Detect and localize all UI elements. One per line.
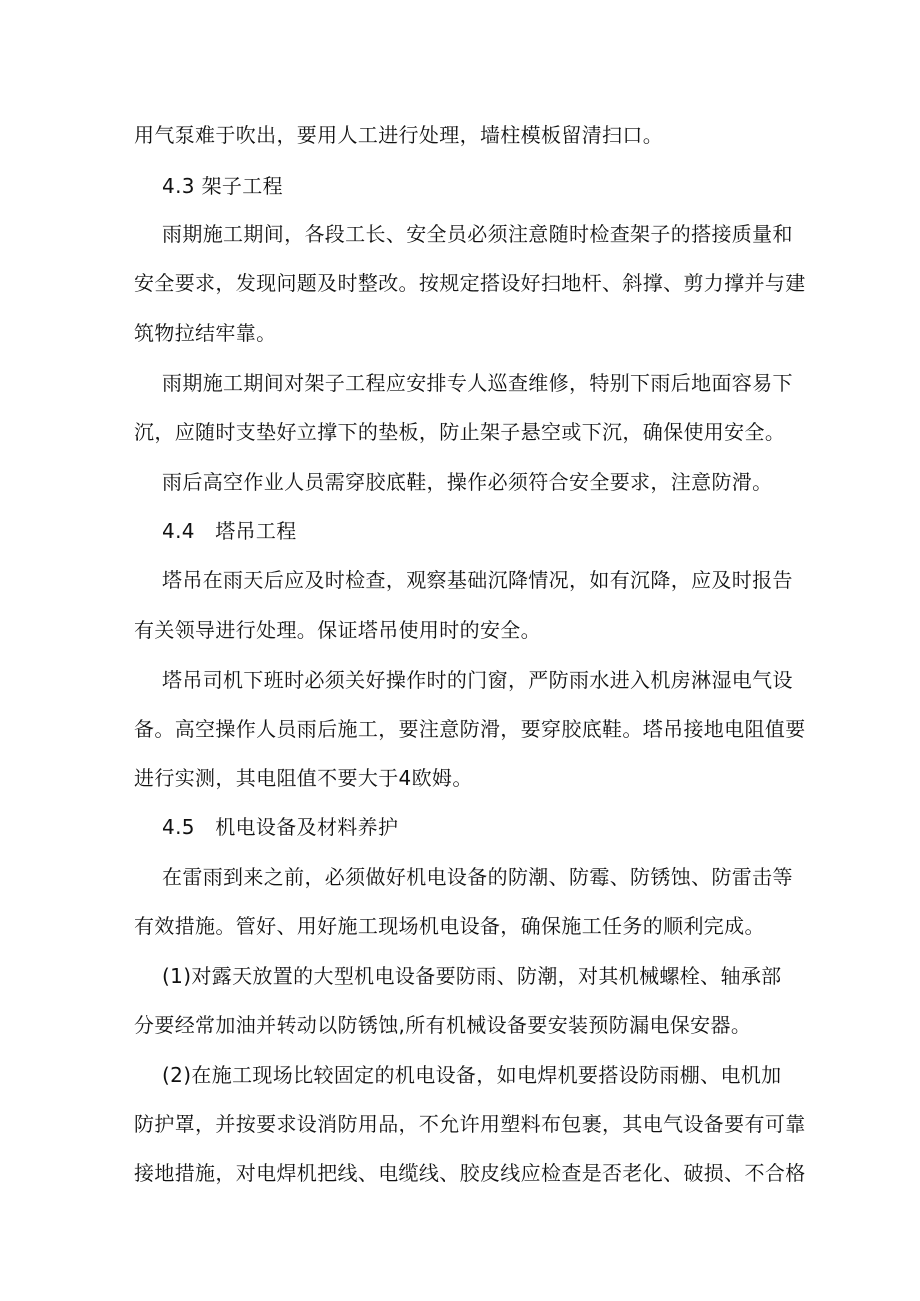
section-heading-4-5: 4.5 机电设备及材料养护 xyxy=(162,815,399,839)
text-line-6: 雨期施工期间对架子工程应安排专人巡查维修，特别下雨后地面容易下 xyxy=(162,371,793,395)
text-line-11: 有关领导进行处理。保证塔吊使用时的安全。 xyxy=(134,618,541,642)
text-line-5: 筑物拉结牢靠。 xyxy=(134,321,277,345)
text-line-3: 雨期施工期间，各段工长、安全员必须注意随时检查架子的搭接质量和 xyxy=(162,222,793,246)
section-heading-4-3: 4.3 架子工程 xyxy=(162,174,283,198)
section-heading-4-4: 4.4 塔吊工程 xyxy=(162,519,297,543)
text-line-4: 安全要求，发现问题及时整改。按规定搭设好扫地杆、斜撑、剪力撑并与建 xyxy=(134,271,806,295)
text-line-14: 进行实测，其电阻值不要大于4欧姆。 xyxy=(134,766,473,790)
text-line-17: 有效措施。管好、用好施工现场机电设备，确保施工任务的顺利完成。 xyxy=(134,914,765,938)
text-line-20: (2)在施工现场比较固定的机电设备，如电焊机要搭设防雨棚、电机加 xyxy=(162,1063,782,1087)
text-line-22: 接地措施，对电焊机把线、电缆线、胶皮线应检查是否老化、破损、不合格 xyxy=(134,1161,806,1185)
text-line-12: 塔吊司机下班时必须关好操作时的门窗，严防雨水进入机房淋湿电气设 xyxy=(162,668,793,692)
text-line-18: (1)对露天放置的大型机电设备要防雨、防潮，对其机械螺栓、轴承部 xyxy=(162,964,782,988)
text-line-8: 雨后高空作业人员需穿胶底鞋，操作必须符合安全要求，注意防滑。 xyxy=(162,470,773,494)
text-line-16: 在雷雨到来之前，必须做好机电设备的防潮、防霉、防锈蚀、防雷击等 xyxy=(162,865,793,889)
text-line-13: 备。高空操作人员雨后施工，要注意防滑，要穿胶底鞋。塔吊接地电阻值要 xyxy=(134,717,806,741)
text-line-19: 分要经常加油并转动以防锈蚀,所有机械设备要安装预防漏电保安器。 xyxy=(134,1013,752,1037)
text-line-21: 防护罩，并按要求设消防用品，不允许用塑料布包裹，其电气设备要有可靠 xyxy=(134,1112,806,1136)
text-line-1: 用气泵难于吹出，要用人工进行处理，墙柱模板留清扫口。 xyxy=(134,123,664,147)
text-line-7: 沉，应随时支垫好立撑下的垫板，防止架子悬空或下沉，确保使用安全。 xyxy=(134,420,786,444)
text-line-10: 塔吊在雨天后应及时检查，观察基础沉降情况，如有沉降，应及时报告 xyxy=(162,568,793,592)
